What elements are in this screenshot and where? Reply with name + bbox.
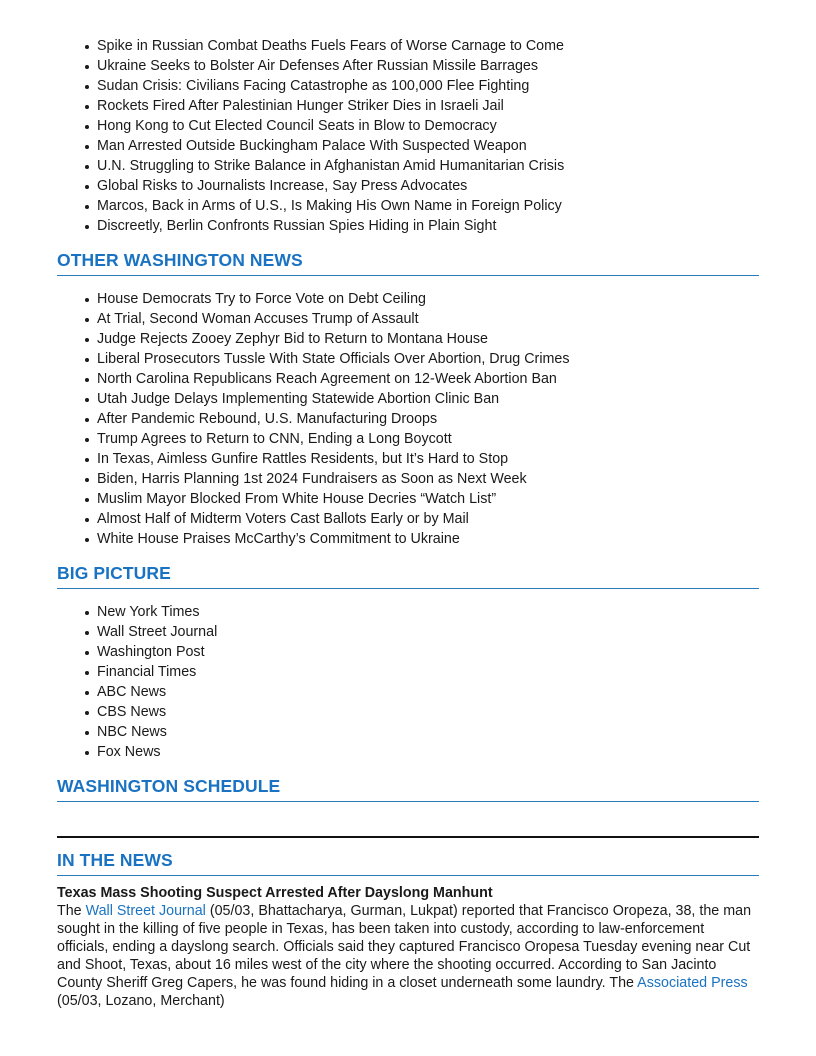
associated-press-link[interactable]: Associated Press — [637, 975, 748, 991]
washington-news-item[interactable]: White House Praises McCarthy’s Commitment to Ukraine — [97, 529, 759, 549]
world-news-item[interactable]: Discreetly, Berlin Confronts Russian Spies Hiding in Plain Sight — [97, 216, 759, 236]
world-news-item[interactable]: Sudan Crisis: Civilians Facing Catastrophe as 100,000 Flee Fighting — [97, 76, 759, 96]
big-picture-item[interactable]: Financial Times — [97, 662, 759, 682]
world-news-item[interactable]: Spike in Russian Combat Deaths Fuels Fears of Worse Carnage to Come — [97, 36, 759, 56]
big-picture-heading: BIG PICTURE — [57, 562, 759, 589]
in-the-news-heading: IN THE NEWS — [57, 849, 759, 876]
big-picture-item[interactable]: CBS News — [97, 702, 759, 722]
big-picture-item[interactable]: Washington Post — [97, 642, 759, 662]
big-picture-list — [57, 602, 759, 762]
washington-news-item[interactable]: Trump Agrees to Return to CNN, Ending a Long Boycott — [97, 429, 759, 449]
world-news-list — [57, 30, 759, 236]
world-news-item[interactable]: U.N. Struggling to Strike Balance in Afghanistan Amid Humanitarian Crisis — [97, 156, 759, 176]
washington-news-item[interactable]: At Trial, Second Woman Accuses Trump of Assault — [97, 309, 759, 329]
washington-news-list — [57, 289, 759, 549]
newsletter-page — [57, 30, 759, 1010]
story-intro: The — [57, 903, 86, 919]
story-text-1: (05/03, Bhattacharya, Gurman, Lukpat) reported that Francisco Oropeza, 38, the man sought in the killing of five people in Texas, has been taken into custody, according to law-enforcement officials, ending a dayslong search. Officials said they captured Francisco Oropesa Tuesday evening near Cut and Shoot, Texas, about 16 miles west of the city where the shooting occurred. According to San Jacinto County Sheriff Greg Capers, he was found hiding in a closet underneath some laundry. The — [57, 903, 752, 991]
washington-schedule-heading: WASHINGTON SCHEDULE — [57, 775, 759, 802]
section-divider — [57, 836, 759, 838]
big-picture-item[interactable]: NBC News — [97, 722, 759, 742]
washington-news-item[interactable]: In Texas, Aimless Gunfire Rattles Residents, but It’s Hard to Stop — [97, 449, 759, 469]
washington-news-item[interactable]: Liberal Prosecutors Tussle With State Officials Over Abortion, Drug Crimes — [97, 349, 759, 369]
world-news-item[interactable]: Man Arrested Outside Buckingham Palace With Suspected Weapon — [97, 136, 759, 156]
story-text-2: (05/03, Lozano, Merchant) — [57, 993, 225, 1009]
other-washington-heading: OTHER WASHINGTON NEWS — [57, 249, 759, 276]
big-picture-item[interactable]: Wall Street Journal — [97, 622, 759, 642]
story-body — [57, 902, 759, 1010]
big-picture-item[interactable]: Fox News — [97, 742, 759, 762]
washington-news-item[interactable]: After Pandemic Rebound, U.S. Manufacturing Droops — [97, 409, 759, 429]
washington-news-item[interactable]: House Democrats Try to Force Vote on Debt Ceiling — [97, 289, 759, 309]
washington-news-item[interactable]: Almost Half of Midterm Voters Cast Ballots Early or by Mail — [97, 509, 759, 529]
washington-news-item[interactable]: Judge Rejects Zooey Zephyr Bid to Return to Montana House — [97, 329, 759, 349]
big-picture-item[interactable]: ABC News — [97, 682, 759, 702]
washington-news-item[interactable]: Utah Judge Delays Implementing Statewide Abortion Clinic Ban — [97, 389, 759, 409]
wall-street-journal-link[interactable]: Wall Street Journal — [85, 903, 206, 919]
big-picture-item[interactable]: New York Times — [97, 602, 759, 622]
washington-news-item[interactable]: North Carolina Republicans Reach Agreement on 12-Week Abortion Ban — [97, 369, 759, 389]
world-news-item[interactable]: Marcos, Back in Arms of U.S., Is Making His Own Name in Foreign Policy — [97, 196, 759, 216]
world-news-item[interactable]: Hong Kong to Cut Elected Council Seats in Blow to Democracy — [97, 116, 759, 136]
washington-news-item[interactable]: Muslim Mayor Blocked From White House Decries “Watch List” — [97, 489, 759, 509]
washington-news-item[interactable]: Biden, Harris Planning 1st 2024 Fundraisers as Soon as Next Week — [97, 469, 759, 489]
world-news-item[interactable]: Rockets Fired After Palestinian Hunger Striker Dies in Israeli Jail — [97, 96, 759, 116]
world-news-item[interactable]: Global Risks to Journalists Increase, Say Press Advocates — [97, 176, 759, 196]
story-headline: Texas Mass Shooting Suspect Arrested After Dayslong Manhunt — [57, 885, 493, 901]
world-news-item[interactable]: Ukraine Seeks to Bolster Air Defenses After Russian Missile Barrages — [97, 56, 759, 76]
news-story — [57, 884, 759, 1010]
